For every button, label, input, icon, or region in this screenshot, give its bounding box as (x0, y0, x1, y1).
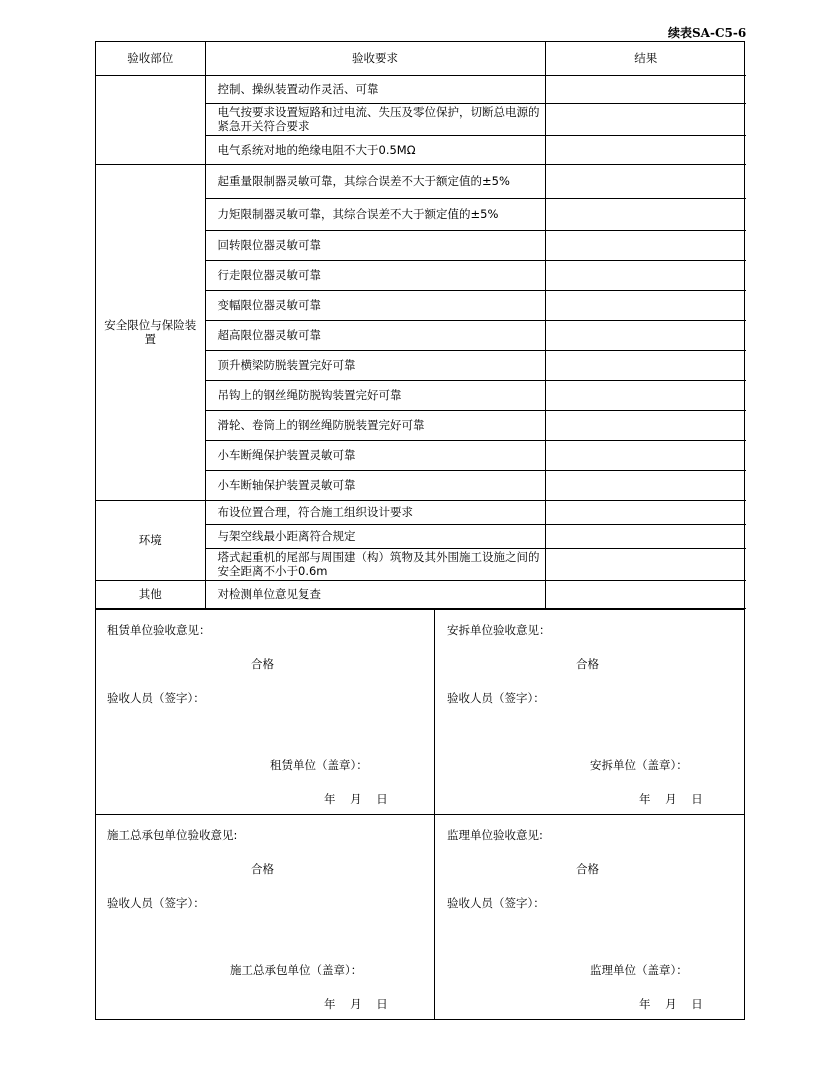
seal-label: 安拆单位（盖章）： (590, 757, 688, 772)
opinion-title: 施工总承包单位验收意见: (107, 827, 238, 842)
form-code: 续表SA-C5-6 (668, 26, 747, 40)
requirement-cell: 与架空线最小距离符合规定 (205, 524, 545, 548)
contractor-opinion (96, 815, 435, 1019)
opinion-title: 监理单位验收意见: (447, 827, 543, 842)
requirement-cell: 滑轮、卷筒上的钢丝绳防脱装置完好可靠 (205, 410, 545, 440)
result-cell[interactable] (545, 164, 746, 198)
leasing-opinion (96, 610, 435, 814)
result-cell[interactable] (545, 410, 746, 440)
section-cell: 环境 (96, 500, 205, 580)
table-row (96, 164, 746, 198)
result-cell[interactable] (545, 470, 746, 500)
result-cell[interactable] (545, 198, 746, 230)
supervisor-opinion (435, 815, 744, 1019)
date-label: 年 月 日 (639, 996, 703, 1011)
seal-label: 租赁单位（盖章）： (270, 757, 368, 772)
date-label: 年 月 日 (324, 996, 388, 1011)
opinion-result[interactable]: 合格 (251, 656, 274, 671)
table-row (96, 500, 746, 524)
date-label: 年 月 日 (324, 791, 388, 806)
section-cell: 其他 (96, 580, 205, 608)
requirement-cell: 塔式起重机的尾部与周围建（构）筑物及其外围施工设施之间的安全距离不小于0.6m (205, 548, 545, 580)
header-result: 结果 (545, 42, 746, 75)
inspector-signature-label: 验收人员（签字）： (447, 690, 545, 705)
requirement-cell: 布设位置合理，符合施工组织设计要求 (205, 500, 545, 524)
section-cell: 安全限位与保险装置 (96, 164, 205, 500)
result-cell[interactable] (545, 440, 746, 470)
result-cell[interactable] (545, 548, 746, 580)
result-cell[interactable] (545, 380, 746, 410)
inspection-sheet (95, 41, 745, 1020)
date-label: 年 月 日 (639, 791, 703, 806)
result-cell[interactable] (545, 500, 746, 524)
opinion-title: 安拆单位验收意见： (447, 622, 551, 637)
result-cell[interactable] (545, 260, 746, 290)
result-cell[interactable] (545, 135, 746, 164)
opinion-title: 租赁单位验收意见： (107, 622, 211, 637)
result-cell[interactable] (545, 230, 746, 260)
result-cell[interactable] (545, 524, 746, 548)
requirement-cell: 吊钩上的钢丝绳防脱钩装置完好可靠 (205, 380, 545, 410)
requirement-cell: 变幅限位器灵敏可靠 (205, 290, 545, 320)
opinions-section (96, 609, 744, 1019)
requirement-cell: 控制、操纵装置动作灵活、可靠 (205, 75, 545, 103)
table-header-row (96, 42, 746, 75)
requirement-cell: 行走限位器灵敏可靠 (205, 260, 545, 290)
requirement-cell: 小车断绳保护装置灵敏可靠 (205, 440, 545, 470)
result-cell[interactable] (545, 320, 746, 350)
seal-label: 监理单位（盖章）： (590, 962, 688, 977)
opinion-result[interactable]: 合格 (576, 861, 599, 876)
inspector-signature-label: 验收人员（签字）： (107, 895, 205, 910)
opinions-row (96, 609, 744, 814)
result-cell[interactable] (545, 350, 746, 380)
inspector-signature-label: 验收人员（签字）： (107, 690, 205, 705)
seal-label: 施工总承包单位（盖章）： (230, 962, 363, 977)
opinion-result[interactable]: 合格 (251, 861, 274, 876)
table-row (96, 580, 746, 608)
inspector-signature-label: 验收人员（签字）： (447, 895, 545, 910)
header-location: 验收部位 (96, 42, 205, 75)
section-cell (96, 75, 205, 164)
requirement-cell: 电气按要求设置短路和过电流、失压及零位保护，切断总电源的紧急开关符合要求 (205, 103, 545, 135)
result-cell[interactable] (545, 580, 746, 608)
header-requirement: 验收要求 (205, 42, 545, 75)
requirement-cell: 电气系统对地的绝缘电阻不大于0.5MΩ (205, 135, 545, 164)
requirement-cell: 顶升横梁防脱装置完好可靠 (205, 350, 545, 380)
installer-opinion (435, 610, 744, 814)
opinion-result[interactable]: 合格 (576, 656, 599, 671)
inspection-table (96, 42, 746, 609)
requirement-cell: 对检测单位意见复查 (205, 580, 545, 608)
table-row (96, 75, 746, 103)
result-cell[interactable] (545, 75, 746, 103)
requirement-cell: 超高限位器灵敏可靠 (205, 320, 545, 350)
requirement-cell: 回转限位器灵敏可靠 (205, 230, 545, 260)
requirement-cell: 起重量限制器灵敏可靠，其综合误差不大于额定值的±5% (205, 164, 545, 198)
result-cell[interactable] (545, 103, 746, 135)
result-cell[interactable] (545, 290, 746, 320)
opinions-row (96, 814, 744, 1019)
requirement-cell: 力矩限制器灵敏可靠，其综合误差不大于额定值的±5% (205, 198, 545, 230)
requirement-cell: 小车断轴保护装置灵敏可靠 (205, 470, 545, 500)
